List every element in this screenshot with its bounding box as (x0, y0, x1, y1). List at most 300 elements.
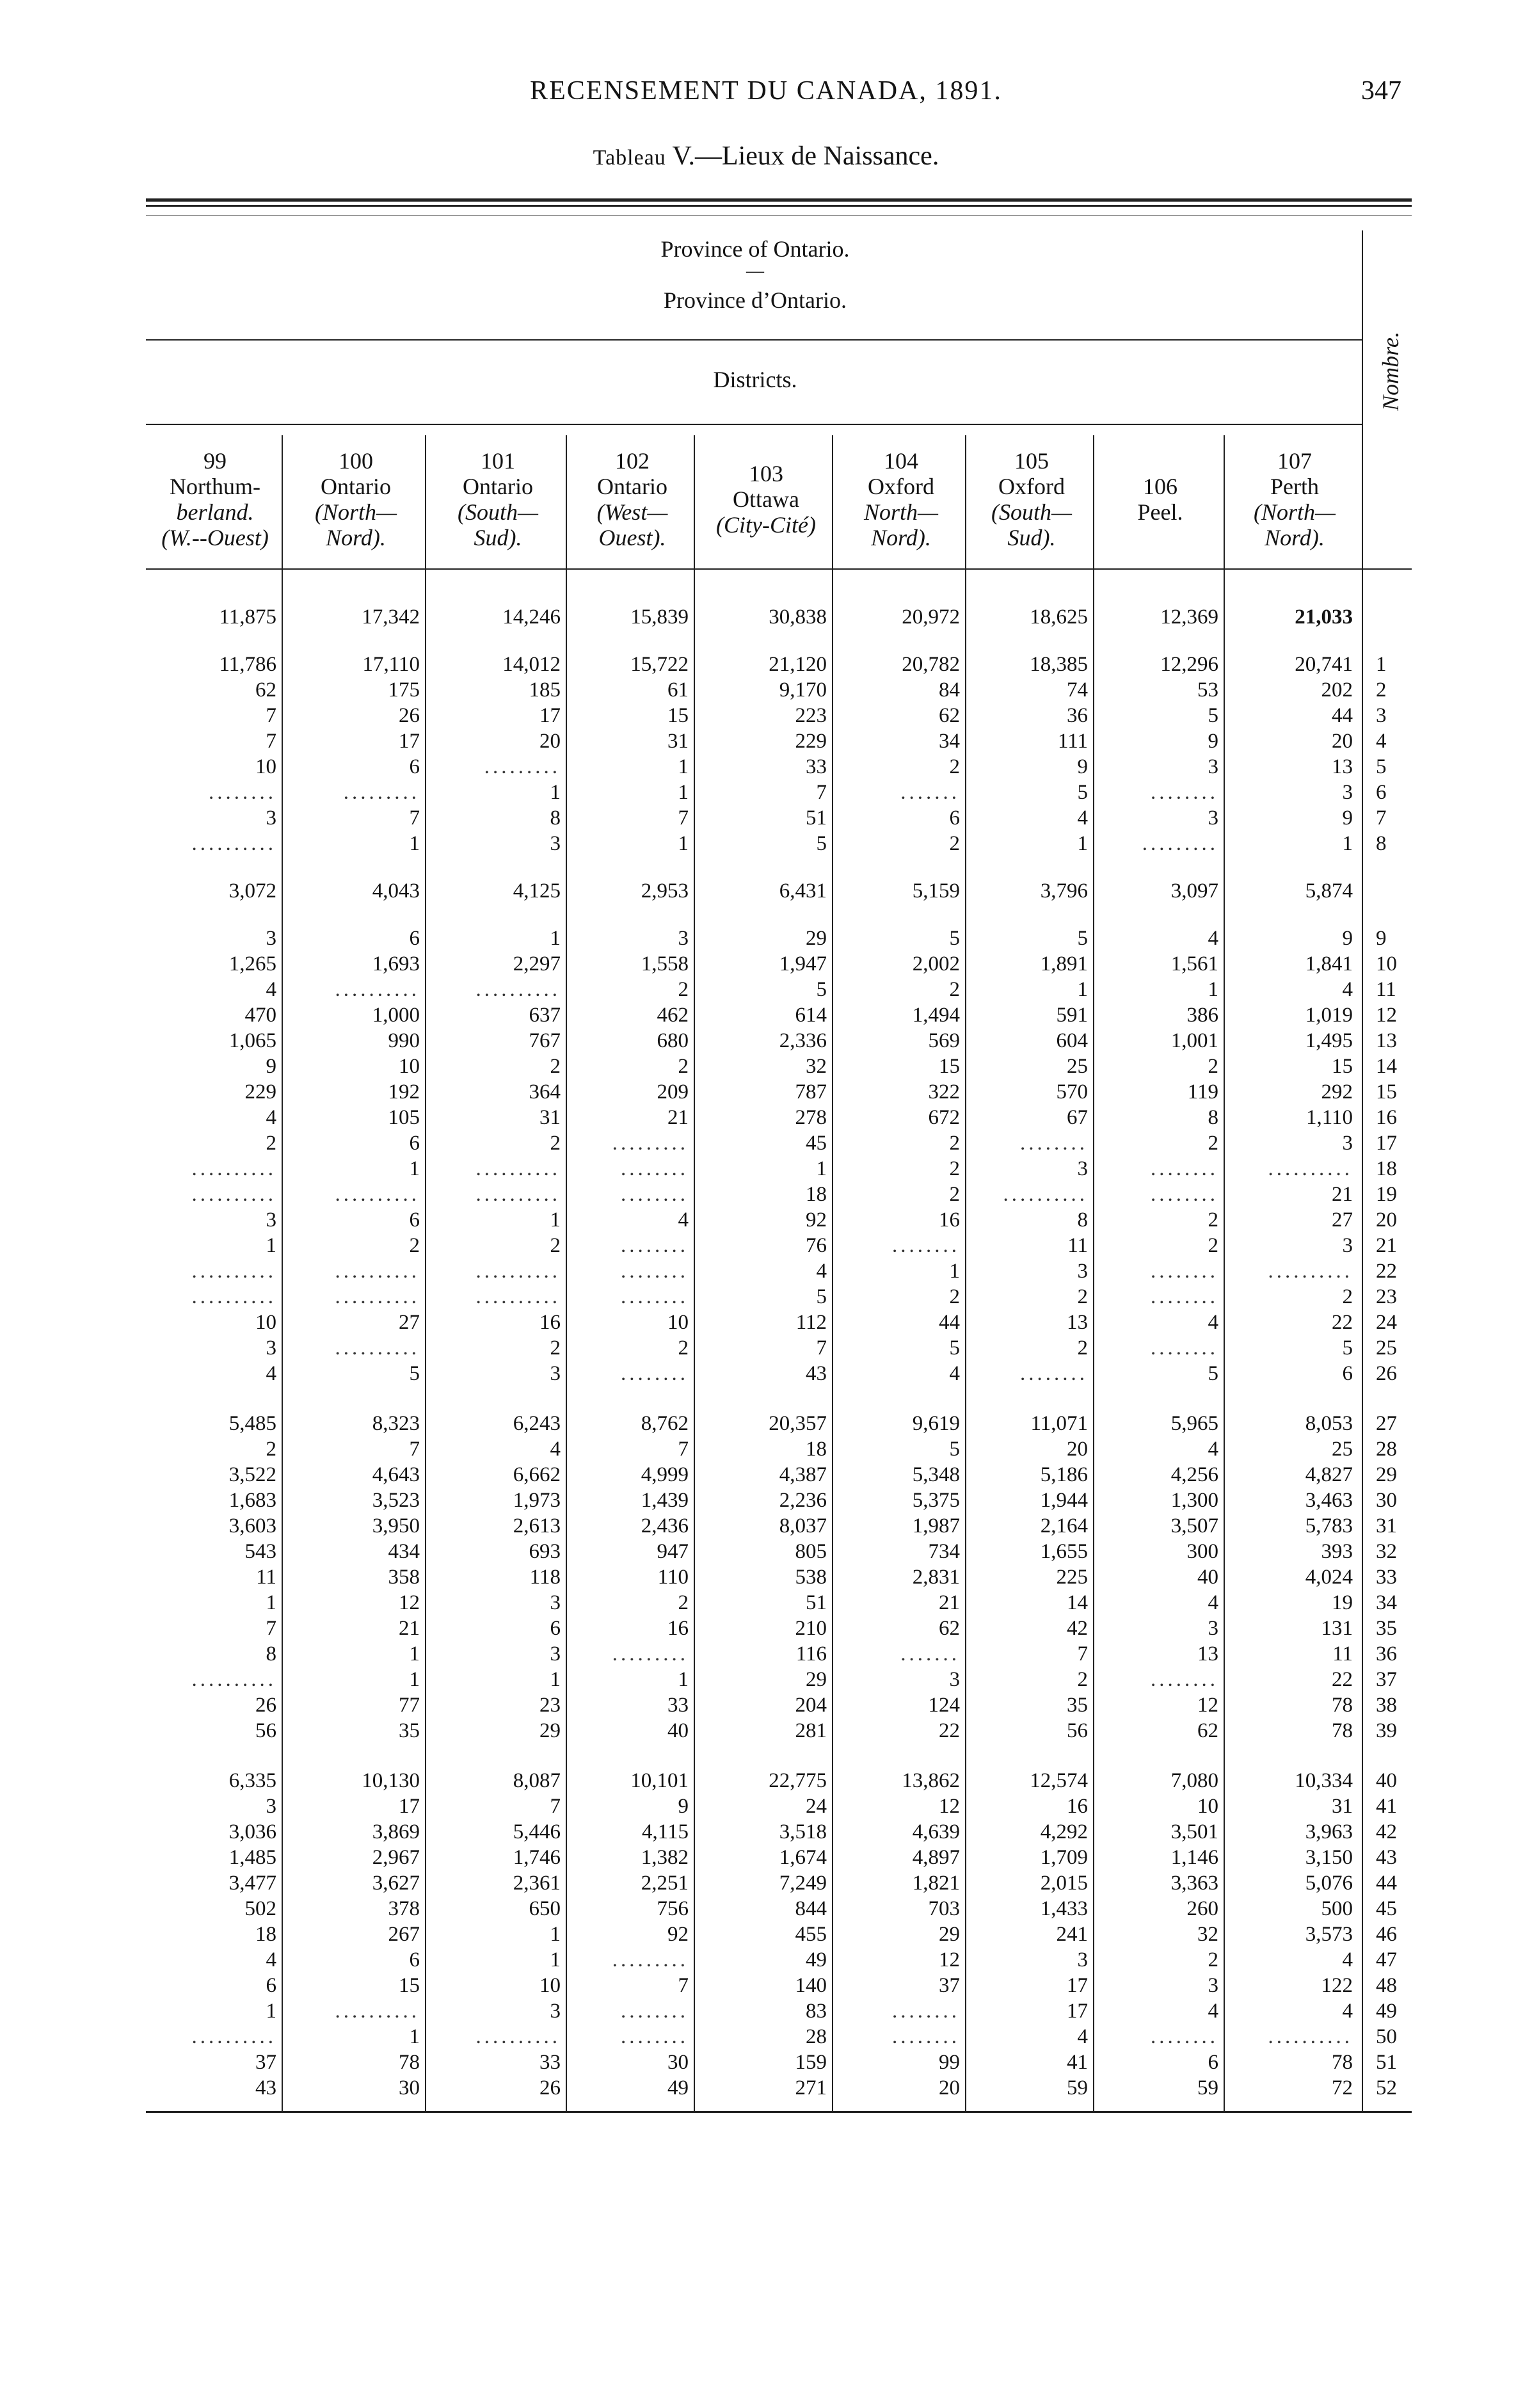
column-header-line: 100 (339, 448, 373, 474)
table-cell: ........ (1151, 1668, 1218, 1691)
table-cell: 1 (550, 927, 561, 950)
table-cell: 2 (678, 978, 689, 1001)
table-cell: 20 (939, 2076, 960, 2099)
table-cell: 4 (266, 1948, 276, 1971)
table-cell: 209 (657, 1080, 689, 1104)
row-number: 11 (1376, 978, 1396, 1001)
table-cell: 2 (1077, 1285, 1088, 1308)
table-cell: 7,080 (1170, 1769, 1218, 1792)
table-cell: 3 (1208, 755, 1218, 778)
table-cell: 1,987 (912, 1514, 960, 1537)
table-cell: 26 (255, 1694, 276, 1717)
table-cell: 3 (1208, 1974, 1218, 1997)
table-cell: 3,573 (1305, 1923, 1353, 1946)
table-cell: 787 (795, 1080, 827, 1104)
table-cell: 1,683 (228, 1489, 276, 1512)
table-cell: 72 (1332, 2076, 1353, 2099)
row-number: 36 (1376, 1642, 1397, 1666)
double-rule-top (146, 198, 1412, 202)
table-cell: 2 (550, 1132, 561, 1155)
table-cell: 364 (529, 1080, 561, 1104)
table-cell: 17 (1067, 1974, 1088, 1997)
table-cell: 20,782 (902, 653, 960, 676)
table-cell: ......... (612, 1132, 689, 1155)
table-cell: 6 (409, 1208, 420, 1232)
table-cell: 13 (1067, 1311, 1088, 1334)
table-cell: 756 (657, 1897, 689, 1920)
table-cell: 8,053 (1305, 1412, 1353, 1435)
column-header-8 (1094, 474, 1226, 525)
table-cell: 4,024 (1305, 1566, 1353, 1589)
table-cell: 21 (399, 1617, 420, 1640)
table-title-text: V.—Lieux de Naissance. (672, 141, 939, 171)
table-cell: .......... (1003, 1183, 1088, 1206)
row-number: 45 (1376, 1897, 1397, 1920)
row-number: 25 (1376, 1336, 1397, 1360)
table-cell: 20,357 (769, 1412, 827, 1435)
table-cell: 10 (1197, 1795, 1218, 1818)
table-cell: 116 (795, 1642, 827, 1666)
table-cell: 1,841 (1305, 952, 1353, 975)
table-cell: 8,037 (779, 1514, 827, 1537)
table-cell: 5 (1077, 781, 1088, 804)
table-cell: 2,002 (912, 952, 960, 975)
table-cell: 11 (1067, 1234, 1088, 1257)
table-cell: 1,494 (912, 1004, 960, 1027)
table-cell: 192 (388, 1080, 420, 1104)
column-header-line: Ontario (597, 474, 667, 499)
table-cell: 119 (1187, 1080, 1218, 1104)
table-cell: 67 (1067, 1106, 1088, 1129)
table-cell: 2 (678, 1336, 689, 1360)
table-cell: 8 (550, 807, 561, 830)
table-cell: 25 (1332, 1438, 1353, 1461)
table-cell: 9 (678, 1795, 689, 1818)
table-cell: 33 (539, 2051, 561, 2074)
table-cell: ........ (1151, 1336, 1218, 1360)
table-cell: 2 (1208, 1948, 1218, 1971)
column-header-line: Sud). (1007, 525, 1056, 550)
table-cell: 28 (806, 2025, 827, 2048)
table-cell: 2 (949, 1157, 960, 1180)
table-cell: 11 (256, 1566, 276, 1589)
table-cell: 8,323 (372, 1412, 420, 1435)
row-number: 23 (1376, 1285, 1397, 1308)
table-cell: 13,862 (902, 1769, 960, 1792)
table-cell: ........ (621, 1260, 689, 1283)
table-cell: 3,477 (228, 1872, 276, 1895)
header-rule (146, 568, 1412, 570)
table-cell: 281 (795, 1719, 827, 1742)
table-cell: 1,000 (372, 1004, 420, 1027)
column-header-line: Ontario (463, 474, 533, 499)
table-cell: 5 (949, 927, 960, 950)
row-number: 33 (1376, 1566, 1397, 1589)
table-cell: 13 (1197, 1642, 1218, 1666)
table-cell: 9 (266, 1055, 276, 1078)
table-cell: 4 (1342, 2000, 1353, 2023)
table-cell: 31 (1332, 1795, 1353, 1818)
row-number: 44 (1376, 1872, 1397, 1895)
nombre-divider (1362, 230, 1363, 2111)
row-number: 50 (1376, 2025, 1397, 2048)
table-cell: 378 (388, 1897, 420, 1920)
table-cell: 591 (1056, 1004, 1088, 1027)
table-cell: 22 (1332, 1311, 1353, 1334)
table-cell: 40 (1197, 1566, 1218, 1589)
row-number: 43 (1376, 1846, 1397, 1869)
table-cell: 17,342 (362, 606, 420, 629)
table-cell: 1 (550, 1208, 561, 1232)
row-number: 3 (1376, 704, 1387, 727)
column-header-7 (968, 448, 1096, 550)
table-cell: .......... (1268, 1157, 1353, 1180)
table-cell: 7 (266, 730, 276, 753)
province-rule (146, 339, 1362, 341)
row-number: 38 (1376, 1694, 1397, 1717)
table-cell: 1,019 (1305, 1004, 1353, 1027)
column-header-line: 106 (1143, 474, 1177, 499)
table-cell: .......... (335, 1183, 420, 1206)
table-cell: 1,947 (779, 952, 827, 975)
table-cell: 4,827 (1305, 1463, 1353, 1486)
row-number: 49 (1376, 2000, 1397, 2023)
table-cell: 3 (1077, 1260, 1088, 1283)
table-cell: 1 (266, 1234, 276, 1257)
table-cell: 12 (399, 1591, 420, 1614)
row-number: 17 (1376, 1132, 1397, 1155)
table-cell: 434 (388, 1540, 420, 1563)
table-cell: 18,385 (1030, 653, 1088, 676)
table-cell: 502 (244, 1897, 276, 1920)
table-cell: 3 (1342, 1132, 1353, 1155)
table-cell: 4,292 (1040, 1820, 1088, 1843)
table-cell: .......... (191, 1157, 276, 1180)
table-cell: 3 (550, 2000, 561, 2023)
table-cell: ........ (1151, 1285, 1218, 1308)
column-header-2 (284, 448, 427, 550)
table-cell: 32 (1197, 1923, 1218, 1946)
column-header-3 (427, 448, 568, 550)
table-cell: 35 (399, 1719, 420, 1742)
column-divider (282, 435, 283, 2111)
column-divider (694, 435, 695, 2111)
table-cell: 131 (1321, 1617, 1353, 1640)
table-cell: 4 (1077, 807, 1088, 830)
column-header-line: Ouest). (598, 525, 666, 550)
table-cell: 1,973 (513, 1489, 561, 1512)
table-cell: ........ (621, 2025, 689, 2048)
table-cell: 2 (1208, 1132, 1218, 1155)
row-number: 6 (1376, 781, 1387, 804)
table-cell: 455 (795, 1923, 827, 1946)
table-cell: 31 (667, 730, 689, 753)
table-cell: 105 (388, 1106, 420, 1129)
table-cell: 10 (255, 755, 276, 778)
table-cell: 13 (1332, 755, 1353, 778)
row-number: 13 (1376, 1029, 1397, 1052)
table-cell: 260 (1186, 1897, 1218, 1920)
column-header-6 (834, 448, 968, 550)
table-title (0, 141, 1532, 172)
table-cell: 202 (1321, 678, 1353, 702)
table-cell: 53 (1197, 678, 1218, 702)
table-cell: 51 (806, 1591, 827, 1614)
column-divider (832, 435, 833, 2111)
table-cell: 10 (399, 1055, 420, 1078)
table-cell: 6 (409, 1948, 420, 1971)
table-cell: 43 (806, 1362, 827, 1385)
table-cell: 734 (928, 1540, 960, 1563)
table-cell: ....... (900, 1642, 960, 1666)
table-cell: 1,495 (1305, 1029, 1353, 1052)
table-cell: 20 (539, 730, 561, 753)
table-cell: 2 (949, 1183, 960, 1206)
table-cell: 3 (1077, 1157, 1088, 1180)
row-number: 16 (1376, 1106, 1397, 1129)
table-cell: 49 (667, 2076, 689, 2099)
table-cell: .......... (475, 2025, 561, 2048)
table-cell: 2 (949, 755, 960, 778)
table-cell: .......... (335, 1260, 420, 1283)
table-cell: 1,944 (1040, 1489, 1088, 1512)
table-cell: 140 (795, 1974, 827, 1997)
table-cell: 614 (795, 1004, 827, 1027)
table-cell: ........ (1020, 1362, 1088, 1385)
table-cell: 4 (678, 1208, 689, 1232)
table-cell: 49 (806, 1948, 827, 1971)
table-cell: 25 (1067, 1055, 1088, 1078)
table-cell: 6 (409, 1132, 420, 1155)
table-cell: 32 (806, 1055, 827, 1078)
table-cell: 3 (266, 1795, 276, 1818)
table-cell: 62 (939, 704, 960, 727)
table-cell: 20 (1332, 730, 1353, 753)
table-cell: 3,523 (372, 1489, 420, 1512)
table-cell: 805 (795, 1540, 827, 1563)
table-cell: 8,762 (641, 1412, 689, 1435)
table-cell: 3,150 (1305, 1846, 1353, 1869)
table-cell: 8 (1077, 1208, 1088, 1232)
table-cell: 3,603 (228, 1514, 276, 1537)
table-cell: 1,655 (1040, 1540, 1088, 1563)
row-number: 47 (1376, 1948, 1397, 1971)
table-cell: 2 (266, 1438, 276, 1461)
table-cell: 7 (409, 1438, 420, 1461)
table-cell: 22 (1332, 1668, 1353, 1691)
column-divider (425, 435, 426, 2111)
table-cell: 223 (795, 704, 827, 727)
table-cell: 27 (399, 1311, 420, 1334)
table-cell: 37 (939, 1974, 960, 1997)
table-cell: 7 (816, 1336, 827, 1360)
table-cell: 15,839 (630, 606, 689, 629)
table-cell: 31 (539, 1106, 561, 1129)
table-cell: 185 (529, 678, 561, 702)
row-number: 51 (1376, 2051, 1397, 2074)
table-cell: 229 (244, 1080, 276, 1104)
table-cell: 83 (806, 2000, 827, 2023)
table-cell: 2 (550, 1336, 561, 1360)
table-cell: 1 (1077, 978, 1088, 1001)
table-cell: 44 (1332, 704, 1353, 727)
table-cell: 78 (1332, 2051, 1353, 2074)
table-cell: 1 (1077, 832, 1088, 855)
table-cell: ........ (892, 1234, 960, 1257)
table-cell: 2,953 (641, 879, 689, 903)
table-cell: 1 (550, 781, 561, 804)
table-cell: 5,375 (912, 1489, 960, 1512)
table-cell: ........ (621, 1362, 689, 1385)
table-cell: 3 (266, 807, 276, 830)
row-number: 31 (1376, 1514, 1397, 1537)
table-cell: 2,164 (1040, 1514, 1088, 1537)
row-number: 7 (1376, 807, 1387, 830)
table-cell: 118 (529, 1566, 561, 1589)
table-cell: 26 (399, 704, 420, 727)
table-cell: 4 (550, 1438, 561, 1461)
table-cell: 56 (1067, 1719, 1088, 1742)
table-cell: 3,796 (1040, 879, 1088, 903)
table-cell: 3 (1208, 1617, 1218, 1640)
table-cell: 693 (529, 1540, 561, 1563)
table-cell: 29 (806, 927, 827, 950)
table-cell: 3 (550, 1362, 561, 1385)
running-title: RECENSEMENT DU CANADA, 1891. (530, 76, 1002, 106)
table-cell: 322 (928, 1080, 960, 1104)
column-header-line: (North— (1253, 499, 1336, 525)
row-number: 14 (1376, 1055, 1397, 1078)
table-cell: 78 (1332, 1694, 1353, 1717)
table-cell: ........ (621, 1234, 689, 1257)
row-number: 5 (1376, 755, 1387, 778)
table-cell: 358 (388, 1566, 420, 1589)
table-cell: 10,334 (1295, 1769, 1353, 1792)
table-cell: 3,627 (372, 1872, 420, 1895)
table-cell: .......... (475, 978, 561, 1001)
row-number: 15 (1376, 1080, 1397, 1104)
table-cell: 21 (1332, 1183, 1353, 1206)
row-number: 21 (1376, 1234, 1397, 1257)
table-cell: 1,821 (912, 1872, 960, 1895)
table-cell: 14,246 (502, 606, 561, 629)
province-french: Province d’Ontario. (664, 287, 847, 313)
row-number: 26 (1376, 1362, 1397, 1385)
row-number: 9 (1376, 927, 1387, 950)
table-cell: 5 (1077, 927, 1088, 950)
table-cell: 7,249 (779, 1872, 827, 1895)
table-cell: ......... (343, 781, 420, 804)
table-cell: 1,439 (641, 1489, 689, 1512)
row-number: 29 (1376, 1463, 1397, 1486)
table-cell: 18,625 (1030, 606, 1088, 629)
table-cell: 40 (667, 1719, 689, 1742)
table-cell: 12 (1197, 1694, 1218, 1717)
table-cell: 14,012 (502, 653, 561, 676)
column-header-line: 99 (203, 448, 227, 474)
table-cell: 5 (816, 978, 827, 1001)
row-number: 24 (1376, 1311, 1397, 1334)
table-cell: 42 (1067, 1617, 1088, 1640)
table-cell: 1,110 (1305, 1106, 1353, 1129)
table-cell: 12,574 (1030, 1769, 1088, 1792)
table-cell: 12,369 (1160, 606, 1218, 629)
table-cell: 6 (1342, 1362, 1353, 1385)
table-cell: 570 (1056, 1080, 1088, 1104)
table-cell: 637 (529, 1004, 561, 1027)
table-cell: 21,120 (769, 653, 827, 676)
table-cell: 43 (255, 2076, 276, 2099)
table-cell: 672 (928, 1106, 960, 1129)
table-cell: 2 (1342, 1285, 1353, 1308)
table-cell: 3 (1342, 1234, 1353, 1257)
table-cell: 11 (1332, 1642, 1353, 1666)
table-cell: ........ (1151, 781, 1218, 804)
table-cell: 17 (399, 730, 420, 753)
table-cell: 4,643 (372, 1463, 420, 1486)
column-header-line: Perth (1270, 474, 1319, 499)
table-cell: 5 (816, 832, 827, 855)
column-header-line: (City-Cité) (716, 512, 816, 538)
table-cell: 2 (678, 1591, 689, 1614)
table-cell: 4 (266, 1106, 276, 1129)
row-number: 27 (1376, 1412, 1397, 1435)
table-cell: 5,076 (1305, 1872, 1353, 1895)
table-cell: 23 (539, 1694, 561, 1717)
column-header-line: 107 (1277, 448, 1312, 474)
table-cell: 2,613 (513, 1514, 561, 1537)
column-divider (1093, 435, 1094, 2111)
table-cell: 122 (1321, 1974, 1353, 1997)
table-cell: .......... (475, 1260, 561, 1283)
table-cell: ........ (621, 2000, 689, 2023)
column-header-line: North— (863, 499, 939, 525)
table-cell: 11,786 (219, 653, 276, 676)
table-cell: 15 (399, 1974, 420, 1997)
table-cell: 271 (795, 2076, 827, 2099)
table-cell: 4,125 (513, 879, 561, 903)
table-cell: 703 (928, 1897, 960, 1920)
table-cell: 33 (667, 1694, 689, 1717)
table-cell: 4 (1208, 1311, 1218, 1334)
table-cell: ........ (621, 1285, 689, 1308)
column-header-line: Oxford (998, 474, 1065, 499)
table-cell: 26 (539, 2076, 561, 2099)
table-cell: 24 (806, 1795, 827, 1818)
row-number: 18 (1376, 1157, 1397, 1180)
table-cell: 204 (795, 1694, 827, 1717)
table-cell: 210 (795, 1617, 827, 1640)
table-cell: 37 (255, 2051, 276, 2074)
table-cell: 1 (266, 1591, 276, 1614)
table-cell: 500 (1321, 1897, 1353, 1920)
table-cell: .......... (475, 1285, 561, 1308)
table-cell: 4,115 (641, 1820, 689, 1843)
row-number: 12 (1376, 1004, 1397, 1027)
table-cell: 4,387 (779, 1463, 827, 1486)
table-cell: 1,561 (1170, 952, 1218, 975)
table-cell: 4,639 (912, 1820, 960, 1843)
table-cell: 2,436 (641, 1514, 689, 1537)
table-cell: .......... (191, 1285, 276, 1308)
table-cell: ........ (621, 1157, 689, 1180)
table-cell: 16 (939, 1208, 960, 1232)
row-number: 1 (1376, 653, 1387, 676)
table-cell: 111 (1057, 730, 1088, 753)
table-cell: 14 (1067, 1591, 1088, 1614)
table-cell: 19 (1332, 1591, 1353, 1614)
table-cell: 2 (1208, 1208, 1218, 1232)
